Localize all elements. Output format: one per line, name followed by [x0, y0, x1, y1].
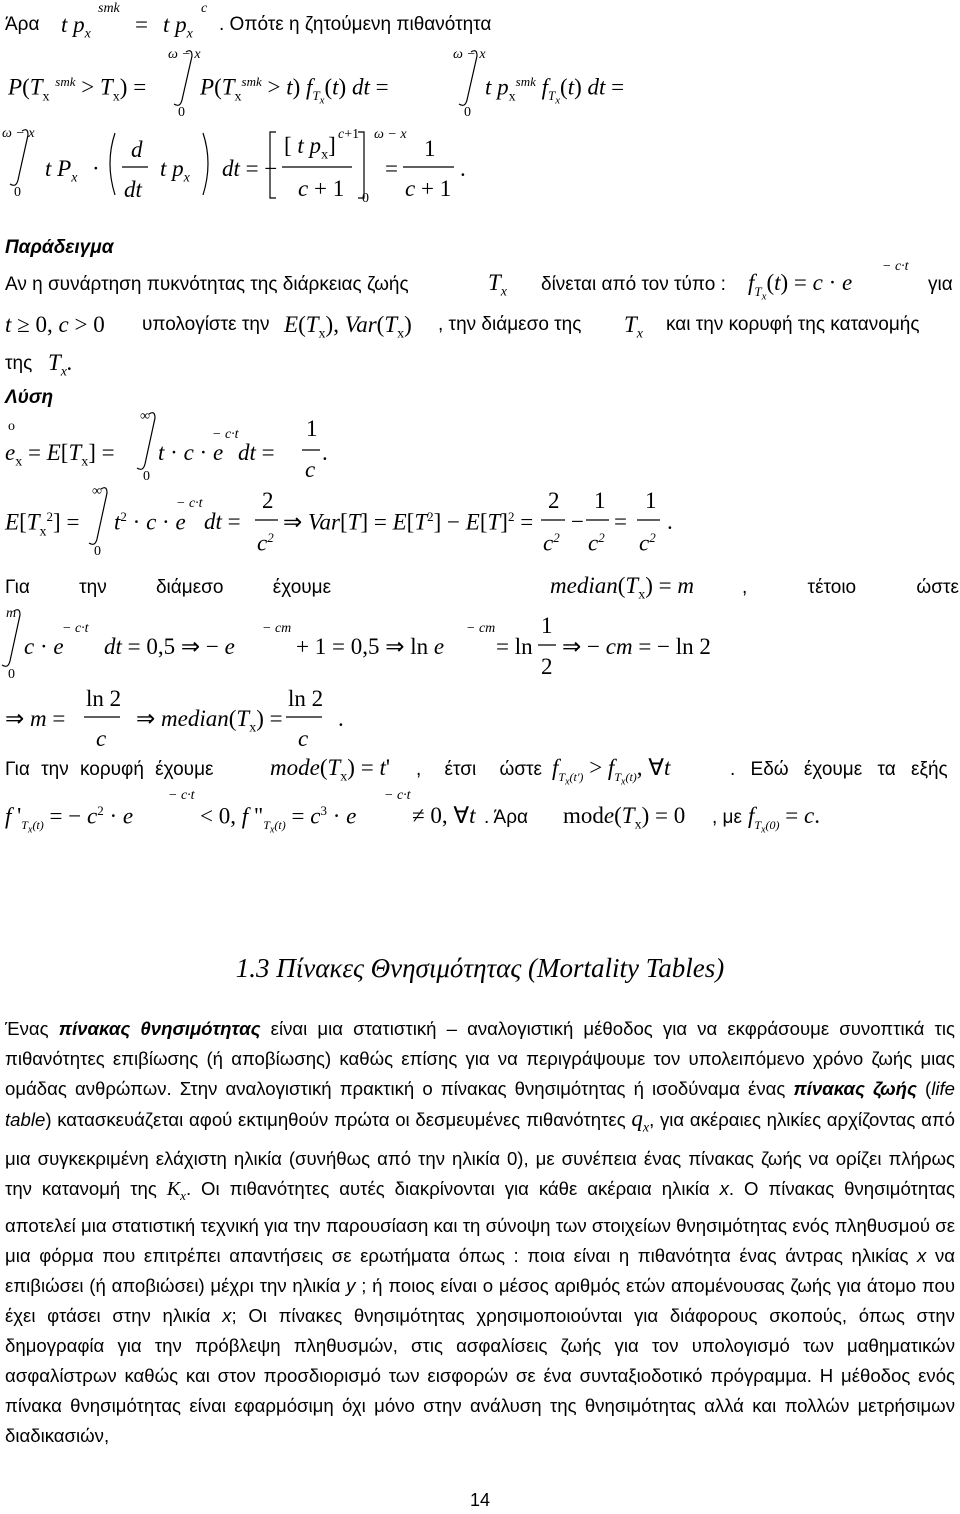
math-median-integrand: c · e	[24, 634, 64, 659]
mode-intro: Για την κορυφή έχουμε	[5, 759, 214, 780]
math-dot: ·	[92, 156, 100, 181]
mode-tail: . Εδώ έχουμε τα εξής	[730, 759, 948, 780]
math-equals-1: =	[135, 12, 148, 37]
intro-text: Άρα	[5, 14, 40, 35]
mode-conclusion-a: . Άρα	[484, 807, 528, 828]
math-prob-line: $P(T_x$ $^{smk} > T_x$) =	[8, 74, 147, 105]
example-line2a: υπολογίστε την	[142, 314, 270, 335]
math-E-Var: $E(T_x)$, $Var(T_x)$	[284, 312, 412, 342]
eval-bracket-left	[270, 132, 276, 198]
math-median-eq: dt = 0,5 ⇒ − e	[104, 634, 235, 659]
math-exp-ct-6: − c·t	[384, 788, 411, 803]
math-lower-limit-4: 0	[362, 191, 369, 206]
math-sup-c1: c+1	[338, 127, 360, 142]
example-heading: Παράδειγμα	[5, 237, 114, 258]
example-line1b: δίνεται από τον τύπο :	[541, 274, 726, 295]
math-d: d	[131, 137, 143, 162]
math-c-plus-1-a: c + 1	[298, 176, 345, 201]
example-line1: Αν η συνάρτηση πυκνότητας της διάρκειας ζωής	[5, 274, 409, 295]
median-intro: Για την διάμεσο έχουμε	[5, 577, 332, 598]
math-integrand-1: $P(T_x^{smk} > t)$ $f_{T_x}(t)$ dt =	[200, 74, 389, 107]
math-exp-cm-1: − cm	[262, 621, 292, 636]
math-exp-ct-2: − c·t	[212, 427, 239, 442]
math-equals-ln: = ln	[496, 634, 533, 659]
math-density: $f_{T_x}(t) = c \cdot e$	[748, 270, 853, 303]
term-life-table: πίνακας ζωής	[793, 1078, 917, 1099]
math-f-second: < 0, f "$_{T_x(t)} = c^3 \cdot e$	[200, 803, 357, 836]
math-minus-a: −	[571, 509, 584, 534]
math-Tx-2: $T_x$	[624, 312, 644, 342]
math-upper-m: m	[6, 606, 17, 621]
integral-sign-3	[10, 130, 28, 186]
integral-sign-2	[459, 51, 477, 106]
math-exp-ct-3: − c·t	[176, 496, 203, 511]
solution-heading: Λύση	[5, 387, 54, 408]
math-tpx-2: t $p_x$	[163, 12, 193, 42]
math-c2-c: $c^2$	[588, 530, 605, 556]
math-dt: dt	[124, 177, 142, 202]
math-period-3: .	[667, 509, 673, 534]
math-c2-d: $c^2$	[639, 530, 656, 556]
math-dt-equals: dt = −	[222, 156, 278, 181]
math-two-a: 2	[262, 488, 274, 513]
math-lower-limit-2: 0	[464, 105, 471, 120]
math-period-2: .	[322, 440, 328, 465]
integral-sign-4	[137, 413, 155, 470]
section-title: 1.3 Πίνακες Θνησιμότητας (Mortality Tables)	[235, 953, 725, 983]
math-equals-3: =	[614, 509, 627, 534]
math-bracket-num: [ t $p_x$]	[284, 133, 336, 163]
math-sup-o: o	[8, 419, 15, 434]
mode-conclusion-b: , με	[712, 807, 742, 828]
math-two-c: 2	[541, 654, 553, 679]
intro-then-text: . Οπότε η ζητούμενη πιθανότητα	[219, 14, 492, 35]
math-mode-zero: $mode(T_x) = 0$	[563, 803, 686, 833]
integral-sign-5	[89, 488, 107, 545]
math-c-c: c	[298, 726, 309, 751]
body-paragraph: Ένας πίνακας θνησιμότητας είναι μια στατιστική – αναλογιστική μέθοδος για να εκφράσουμε συνοπτικά τις πιθανότητες επιβίωσης (ή αποβίωσης) καθώς επίσης για να περιγράψουμε τον υπολειπόμενο χρόνο ζωής μιας ομάδας ανθρώπων. Στην αναλογιστική πρακτική ο πίνακας θνησιμότητας ή ισοδύναμα ένας πίνακας ζωής (life table) κατασκευάζεται αφού εκτιμηθούν πρώτα οι δεσμευμένες πιθανότητες $q_x$, για ακέραιες ηλικίες αρχίζοντας από μια συγκεκριμένη ελάχιστη ηλικία (συνήθως από την ηλικία 0), με συνέπεια ένας πίνακας ζωής να ορίζει πλήρως την κατανομή της $K_x$. Οι πιθανότητες αυτές διακρίνονται για κάθε ακέραια ηλικία x. Ο πίνακας θνησιμότητας αποτελεί μια στατιστική τεχνική για την παρουσίαση και τη σύνοψη των στοιχείων θνησιμότητας ενός πληθυσμού σε μια φόρμα που επιτρέπει απαντήσεις σε ερωτήματα όπως : ποια είναι η πιθανότητα ένας άντρας ηλικίας x να επιβιώσει (ή αποβιώσει) μέχρι την ηλικία y ; ή ποιος είναι ο μέσος αριθμός ετών απομένουσας ζωής για άτομο που έχει φτάσει στην ηλικία x; Οι πίνακες θνησιμότητας χρησιμοποιούνται για διάφορους σκοπούς, όπως στην δημογραφία για την πρόβλεψη πληθυσμών, στις ασφαλίσεις ζωής για τον υπολογισμό των μαθηματικών ασφαλίστρων καθώς και στον προσδιορισμό των εισφορών σε ένα συνταξιοδοτικό πρόγραμμα. Η μέθοδος ενός πίνακα θνησιμότητας είναι εφαρμόσιμη όχι μόνο στην ανάλυση της θνησιμότητας αλλά και πολλών μετρήσιμων διαδικασιών,	[5, 1018, 956, 1446]
math-ET2: $E[T_x^2]$ =	[5, 509, 80, 540]
math-ex-dt: dt =	[238, 440, 275, 465]
math-c2-b: $c^2$	[543, 530, 560, 556]
math-neq-zero: ≠ 0, ∀t	[412, 803, 476, 828]
math-equals-2: =	[385, 156, 398, 181]
math-integrand-2: t $p_x^{smk}$ $f_{T_x}(t)$ dt =	[485, 74, 625, 107]
math-exp-ct-4: − c·t	[62, 621, 89, 636]
math-c-b: c	[96, 726, 107, 751]
math-tpx-1: t $p_x$	[61, 12, 91, 42]
example-line2c: και την κορυφή της κατανομής	[666, 314, 920, 335]
term-mortality-table: πίνακας θνησιμότητας	[58, 1018, 261, 1039]
example-line3: της	[5, 353, 33, 374]
math-upper-limit-4: ω − x	[374, 127, 407, 142]
math-ET2-dt: dt =	[204, 509, 241, 534]
math-Tx-1: $T_x$	[488, 270, 508, 300]
math-ln2-b: ln 2	[288, 686, 324, 711]
math-var-line: ⇒ $Var[T] = E[T^2] - E[T]^2$ =	[283, 509, 534, 535]
median-tail: , τέτοιο ώστε	[742, 577, 959, 598]
math-c2-a: $c^2$	[257, 530, 274, 556]
math-c-a: c	[305, 457, 316, 482]
integral-sign-1	[174, 51, 192, 106]
math-upper-limit-2: ω − x	[453, 47, 486, 62]
example-line2b: , την διάμεσο της	[438, 314, 582, 335]
math-f-zero: $f_{T_x(0)} = c$.	[748, 803, 820, 835]
math-inf-2: ∞	[92, 484, 102, 499]
math-exp-ct-1: − c·t	[882, 259, 909, 274]
math-f-prime: f '$_{T_x(t)}$ = − $c^2 \cdot e$	[5, 803, 134, 836]
math-ET2-integrand: $t^2 \cdot c \cdot e$	[114, 509, 186, 535]
math-median-m: $median(T_x) = m$	[550, 573, 694, 603]
math-mode-t: $mode(T_x) = t'$	[270, 755, 390, 785]
math-zero-1: 0	[143, 469, 150, 484]
eval-bracket-right	[358, 132, 364, 198]
math-one-e: 1	[541, 613, 553, 638]
math-m-equals: ⇒ m =	[5, 706, 66, 731]
math-period-1: .	[460, 156, 466, 181]
math-two-b: 2	[548, 488, 560, 513]
math-period-4: .	[338, 706, 344, 731]
math-ln2-a: ln 2	[86, 686, 122, 711]
math-median-eq3: ⇒ − cm = − ln 2	[562, 634, 711, 659]
math-median-result: ⇒ $median(T_x)$ =	[136, 706, 283, 736]
integral-sign-6	[2, 610, 20, 667]
math-sup-c: c	[201, 1, 208, 16]
example-line1c: για	[928, 274, 953, 295]
page-number: 14	[469, 1490, 491, 1510]
math-t-c-conditions: t ≥ 0, c > 0	[5, 312, 105, 337]
math-zero-2: 0	[94, 544, 101, 559]
math-one-c: 1	[594, 488, 606, 513]
math-c-plus-1-b: c + 1	[405, 176, 452, 201]
math-one-d: 1	[645, 488, 657, 513]
math-zero-3: 0	[8, 667, 15, 682]
math-inf-1: ∞	[140, 409, 150, 424]
math-tPx: t $P_x$	[45, 156, 78, 186]
paren-right	[203, 133, 208, 195]
math-one-b: 1	[306, 416, 318, 441]
paren-left	[110, 133, 115, 195]
math-upper-limit-3: ω − x	[2, 126, 35, 141]
math-exp-ct-5: − c·t	[168, 788, 195, 803]
math-exp-cm-2: − cm	[466, 621, 496, 636]
math-mode-ineq: $f_{T_x(t')} > f_{T_x(t)}$, ∀t	[552, 755, 671, 787]
math-ex-integrand: t · c · e	[158, 440, 224, 465]
math-tpx-3: t $p_x$	[160, 156, 190, 186]
mode-mid: , έτσι ώστε	[416, 759, 543, 780]
math-lower-limit-3: 0	[14, 185, 21, 200]
math-sup-smk-1: smk	[98, 1, 120, 16]
math-lower-limit-1: 0	[178, 105, 185, 120]
math-one-a: 1	[424, 136, 436, 161]
math-upper-limit-1: ω − x	[168, 47, 201, 62]
math-ex-line: $e_x = E[T_x]$ =	[5, 440, 115, 470]
math-Tx-3: $T_x$.	[48, 350, 73, 380]
math-median-eq2: + 1 = 0,5 ⇒ ln e	[296, 634, 445, 659]
